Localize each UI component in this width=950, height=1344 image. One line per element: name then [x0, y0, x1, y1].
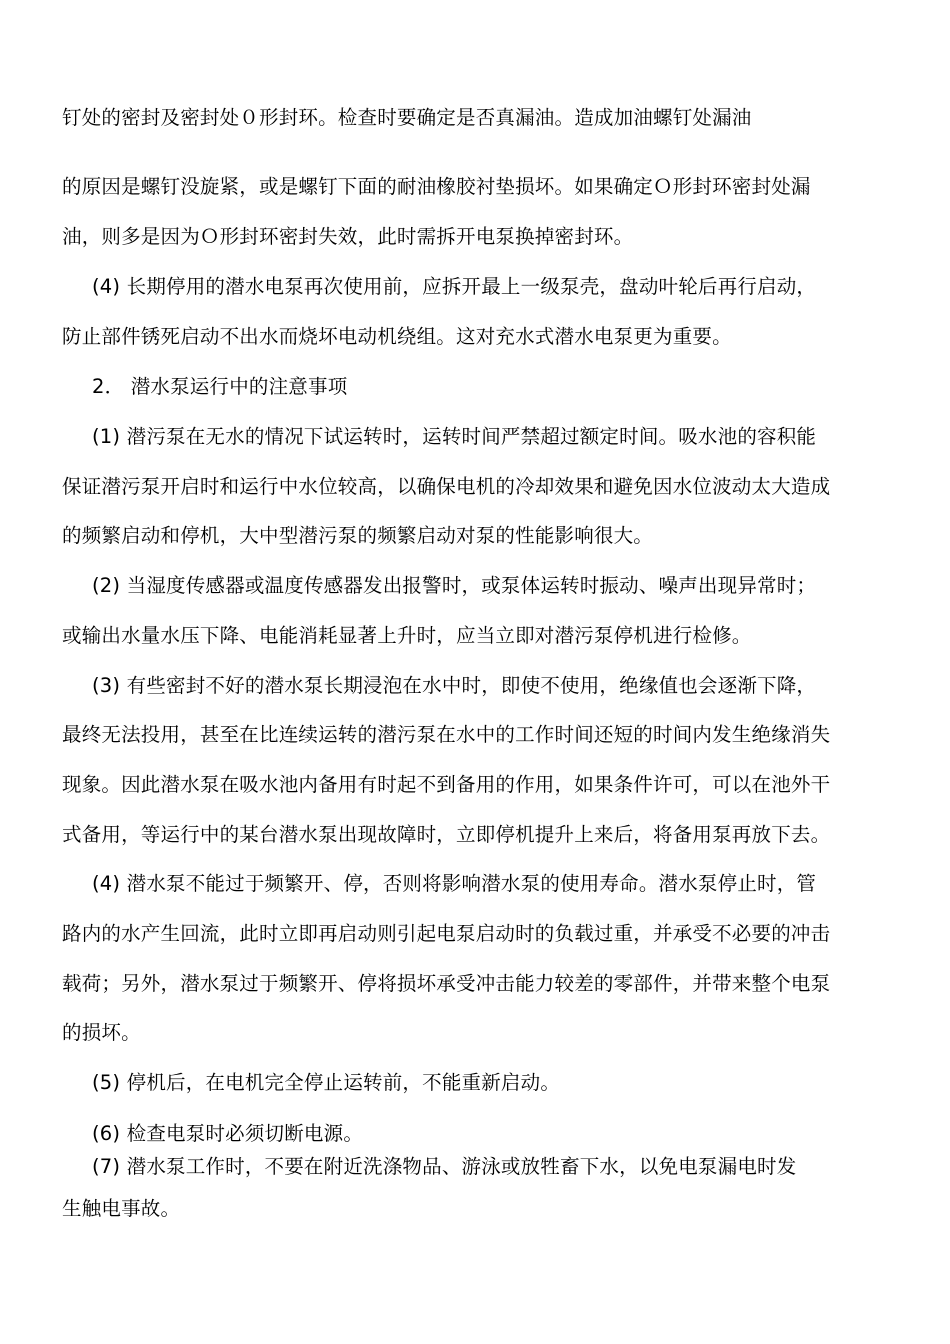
text-line-8: 保证潜污泵开启时和运行中水位较高，以确保电机的冷却效果和避免因水位波动太大造成: [62, 475, 831, 498]
text-line-20: (5) 停机后，在电机完全停止运转前，不能重新启动。: [92, 1071, 561, 1094]
text-line-16: (4) 潜水泵不能过于频繁开、停，否则将影响潜水泵的使用寿命。潜水泵停止时，管: [92, 872, 817, 895]
text-line-7: (1) 潜污泵在无水的情况下试运转时，运转时间严禁超过额定时间。吸水池的容积能: [92, 425, 817, 448]
text-line-10: (2) 当湿度传感器或温度传感器发出报警时，或泵体运转时振动、噪声出现异常时；: [92, 574, 817, 597]
text-line-3: 油，则多是因为Ｏ形封环密封失效，此时需拆开电泵换掉密封环。: [62, 225, 634, 248]
text-line-1: 钉处的密封及密封处０形封环。检查时要确定是否真漏油。造成加油螺钉处漏油: [62, 106, 752, 129]
text-line-12: (3) 有些密封不好的潜水泵长期浸泡在水中时，即使不使用，绝缘值也会逐渐下降，: [92, 674, 817, 697]
text-line-14: 现象。因此潜水泵在吸水池内备用有时起不到备用的作用，如果条件许可，可以在池外干: [62, 773, 831, 796]
text-line-19: 的损坏。: [62, 1021, 141, 1044]
text-line-22: (7) 潜水泵工作时，不要在附近洗涤物品、游泳或放牲畜下水，以免电泵漏电时发: [92, 1155, 797, 1178]
text-line-23: 生触电事故。: [62, 1197, 181, 1220]
text-line-21: (6) 检查电泵时必须切断电源。: [92, 1122, 364, 1145]
text-line-2: 的原因是螺钉没旋紧，或是螺钉下面的耐油橡胶衬垫损坏。如果确定Ｏ形封环密封处漏: [62, 175, 811, 198]
text-line-17: 路内的水产生回流，此时立即再启动则引起电泵启动时的负载过重，并承受不必要的冲击: [62, 922, 831, 945]
text-line-5: 防止部件锈死启动不出水而烧坏电动机绕组。这对充水式潜水电泵更为重要。: [62, 325, 732, 348]
section-heading: 2． 潜水泵运行中的注意事项: [92, 375, 348, 398]
text-line-4: (4) 长期停用的潜水电泵再次使用前，应拆开最上一级泵壳，盘动叶轮后再行启动，: [92, 275, 817, 298]
text-line-9: 的频繁启动和停机，大中型潜污泵的频繁启动对泵的性能影响很大。: [62, 524, 654, 547]
text-line-13: 最终无法投用，甚至在比连续运转的潜污泵在水中的工作时间还短的时间内发生绝缘消失: [62, 723, 831, 746]
text-line-15: 式备用，等运行中的某台潜水泵出现故障时，立即停机提升上来后，将备用泵再放下去。: [62, 823, 831, 846]
text-line-18: 载荷；另外，潜水泵过于频繁开、停将损坏承受冲击能力较差的零部件，并带来整个电泵: [62, 972, 831, 995]
text-line-11: 或输出水量水压下降、电能消耗显著上升时，应当立即对潜污泵停机进行检修。: [62, 624, 752, 647]
